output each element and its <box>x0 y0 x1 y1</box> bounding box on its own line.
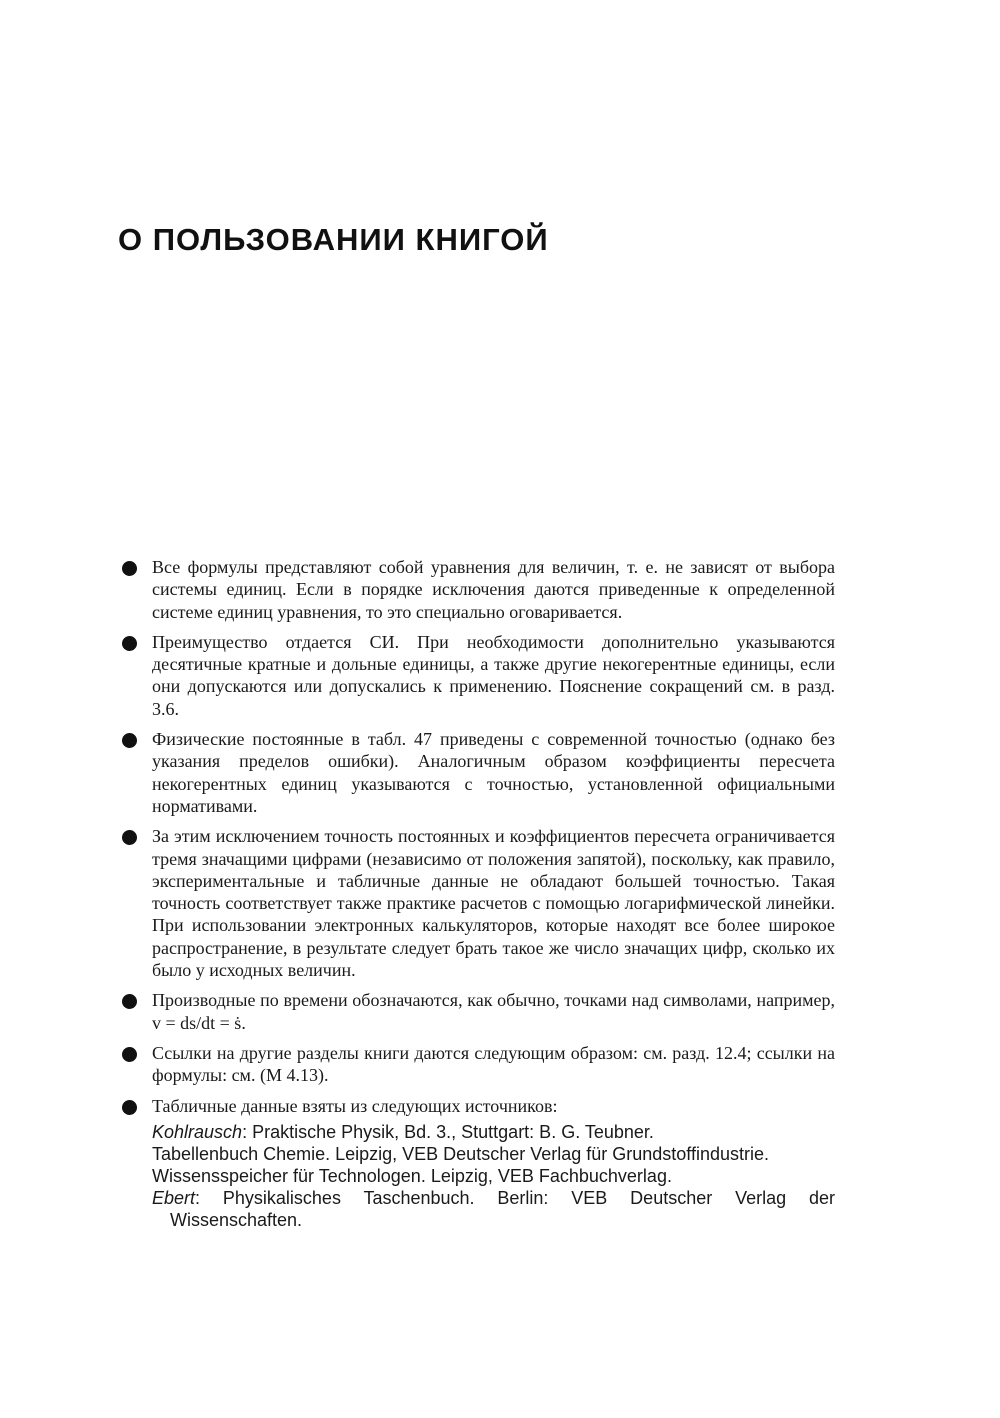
bullet-dot-icon <box>122 733 137 748</box>
bullet-dot-icon <box>122 1047 137 1062</box>
usage-notes-list <box>120 556 835 1239</box>
source-item <box>152 1143 835 1165</box>
bullet-dot-icon <box>122 636 137 651</box>
usage-note <box>120 1042 835 1087</box>
source-details: : Physikalisches Taschenbuch. Berlin: VEB Deutscher Verlag der Wissenschaften. <box>170 1187 835 1230</box>
source-item <box>152 1165 835 1187</box>
usage-note <box>120 556 835 623</box>
usage-note-text: Ссылки на другие разделы книги даются следующим образом: см. разд. 12.4; ссылки на формулы: см. (М 4.13). <box>152 1042 835 1086</box>
usage-note-text: За этим исключением точность постоянных и коэффициентов пересчета ограничивается тремя значащими цифрами (независимо от положения запятой), поскольку, как правило, экспериментальные и табличные данные не обладают большей точностью. Такая точность соответствует также практике расчетов с помощью логарифмической линейки. При использовании электронных калькуляторов, которые находят все более широкое распространение, в результате следует брать такое же число значащих цифр, сколько их было у исходных величин. <box>152 826 835 981</box>
usage-note-text: Табличные данные взяты из следующих источников: <box>152 1095 558 1116</box>
usage-note <box>120 1095 835 1231</box>
bullet-dot-icon <box>122 561 137 576</box>
bullet-dot-icon <box>122 1100 137 1115</box>
usage-note-text: Производные по времени обозначаются, как обычно, точками над символами, например, v = ds/dt = ṡ. <box>152 990 835 1033</box>
usage-note <box>120 825 835 981</box>
source-item <box>152 1121 835 1143</box>
source-details: : Praktische Physik, Bd. 3., Stuttgart: B. G. Teubner. <box>242 1121 654 1142</box>
source-details: Wissensspeicher für Technologen. Leipzig, VEB Fachbuchverlag. <box>152 1165 672 1186</box>
usage-note-text: Физические постоянные в табл. 47 приведены с современной точностью (однако без указания пределов ошибки). Аналогичным образом коэффициенты пересчета некогерентных единиц указываются с точностью, установленной официальными нормативами. <box>152 729 835 816</box>
usage-note <box>120 728 835 817</box>
usage-note <box>120 631 835 720</box>
sources-list <box>152 1121 835 1231</box>
bullet-dot-icon <box>122 994 137 1009</box>
page-title: О ПОЛЬЗОВАНИИ КНИГОЙ <box>118 222 549 257</box>
bullet-dot-icon <box>122 830 137 845</box>
usage-note-text: Все формулы представляют собой уравнения для величин, т. е. не зависят от выбора системы единиц. Если в порядке исключения даются приведенные к определенной системе единиц уравнения, то это специально оговаривается. <box>152 557 835 622</box>
source-item <box>152 1187 835 1231</box>
source-details: Tabellenbuch Chemie. Leipzig, VEB Deutscher Verlag für Grundstoffindustrie. <box>152 1143 770 1164</box>
usage-note <box>120 989 835 1034</box>
source-author: Kohlrausch <box>152 1121 243 1142</box>
source-author: Ebert <box>152 1187 196 1208</box>
usage-note-text: Преимущество отдается СИ. При необходимости дополнительно указываются десятичные кратные и дольные единицы, а также другие некогерентные единицы, если они допускаются или допускались к применению. Пояснение сокращений см. в разд. 3.6. <box>152 631 835 719</box>
